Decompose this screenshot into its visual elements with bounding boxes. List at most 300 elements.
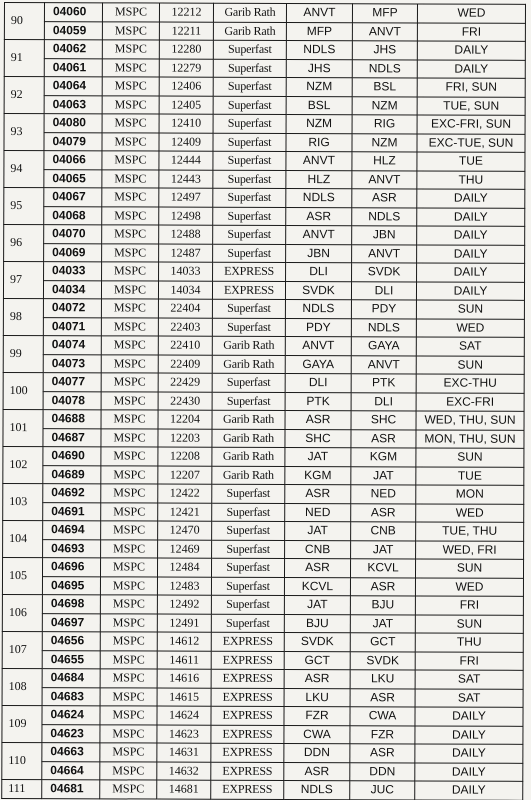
train-type-cell: EXPRESS (211, 669, 284, 688)
to-station-cell: JAT (350, 614, 415, 633)
to-station-cell: SHC (351, 411, 416, 430)
to-station-cell: ASR (352, 189, 417, 208)
train-type-cell: EXPRESS (211, 780, 284, 799)
serial-number-cell: 94 (4, 151, 44, 188)
table-row (4, 169, 525, 189)
table-row (4, 21, 525, 41)
to-station-cell: NDLS (351, 318, 416, 337)
zone-cell: MSPC (101, 484, 158, 503)
serial-number-cell: 95 (4, 188, 44, 225)
to-station-cell: ASR (351, 429, 416, 448)
to-station-cell: DLI (351, 281, 416, 300)
to-station-cell: NDLS (352, 207, 417, 226)
regular-train-no-cell: 12405 (159, 96, 213, 115)
to-station-cell: RIG (352, 115, 417, 134)
zone-cell: MSPC (102, 114, 159, 133)
days-of-run-cell: DAILY (415, 744, 523, 763)
train-type-cell: Superfast (213, 133, 286, 152)
days-of-run-cell: FRI (415, 651, 523, 670)
train-no-cell: 04683 (42, 687, 100, 706)
train-no-cell: 04077 (43, 373, 101, 392)
from-station-cell: LKU (284, 688, 350, 707)
train-no-cell: 04691 (43, 502, 101, 521)
train-no-cell: 04059 (44, 21, 102, 40)
train-type-cell: Garib Rath (212, 355, 285, 374)
zone-cell: MSPC (101, 280, 158, 299)
regular-train-no-cell: 14681 (157, 780, 211, 799)
train-no-cell: 04074 (43, 336, 101, 355)
from-station-cell: JBN (286, 244, 352, 263)
table-row (3, 520, 524, 540)
zone-cell: MSPC (102, 40, 159, 59)
table-row (2, 779, 523, 799)
serial-number-cell: 102 (3, 446, 43, 483)
train-no-cell: 04623 (42, 724, 100, 743)
from-station-cell: GAYA (285, 355, 351, 374)
train-type-cell: Superfast (212, 373, 285, 392)
days-of-run-cell: MON, THU, SUN (416, 429, 524, 448)
zone-cell: MSPC (100, 576, 157, 595)
days-of-run-cell: TUE (416, 466, 524, 485)
train-no-cell: 04071 (43, 317, 101, 336)
regular-train-no-cell: 14616 (157, 669, 211, 688)
from-station-cell: ANVT (286, 151, 352, 170)
zone-cell: MSPC (101, 299, 158, 318)
from-station-cell: FZR (284, 706, 350, 725)
table-row (3, 372, 524, 392)
train-no-cell: 04694 (43, 521, 101, 540)
regular-train-no-cell: 12483 (157, 577, 211, 596)
train-no-cell: 04696 (42, 558, 100, 577)
train-type-cell: Superfast (211, 595, 284, 614)
zone-cell: MSPC (102, 243, 159, 262)
from-station-cell: MFP (286, 22, 352, 41)
train-no-cell: 04064 (44, 77, 102, 96)
from-station-cell: JAT (285, 447, 351, 466)
days-of-run-cell: DAILY (415, 762, 523, 781)
regular-train-no-cell: 12422 (158, 484, 212, 503)
regular-train-no-cell: 12212 (159, 3, 213, 22)
regular-train-no-cell: 22410 (158, 336, 212, 355)
zone-cell: MSPC (101, 465, 158, 484)
train-type-cell: Superfast (212, 484, 285, 503)
train-no-cell: 04624 (42, 706, 100, 725)
from-station-cell: GCT (284, 651, 350, 670)
from-station-cell: SHC (285, 429, 351, 448)
to-station-cell: ASR (350, 577, 415, 596)
train-type-cell: Superfast (212, 318, 285, 337)
days-of-run-cell: THU (417, 170, 525, 189)
days-of-run-cell: DAILY (417, 41, 525, 60)
days-of-run-cell: SAT (415, 670, 523, 689)
table-row (4, 206, 525, 226)
zone-cell: MSPC (100, 669, 157, 688)
train-type-cell: Superfast (212, 540, 285, 559)
zone-cell: MSPC (102, 3, 159, 22)
regular-train-no-cell: 12211 (159, 22, 213, 41)
train-no-cell: 04697 (42, 613, 100, 632)
from-station-cell: JHS (286, 59, 352, 78)
train-no-cell: 04687 (43, 428, 101, 447)
train-type-cell: Superfast (213, 77, 286, 96)
train-type-cell: EXPRESS (211, 762, 284, 781)
zone-cell: MSPC (101, 317, 158, 336)
from-station-cell: NZM (286, 77, 352, 96)
to-station-cell: CNB (351, 522, 416, 541)
from-station-cell: KCVL (284, 577, 350, 596)
serial-number-cell: 110 (2, 742, 42, 779)
table-row (3, 391, 524, 411)
train-type-cell: Superfast (213, 188, 286, 207)
from-station-cell: JAT (284, 595, 350, 614)
to-station-cell: PTK (351, 374, 416, 393)
train-type-cell: Garib Rath (212, 429, 285, 448)
train-no-cell: 04693 (43, 539, 101, 558)
from-station-cell: NDLS (284, 780, 350, 799)
train-type-cell: Superfast (212, 521, 285, 540)
train-no-cell: 04695 (42, 576, 100, 595)
regular-train-no-cell: 12497 (159, 188, 213, 207)
regular-train-no-cell: 12204 (158, 410, 212, 429)
regular-train-no-cell: 14632 (157, 762, 211, 781)
to-station-cell: JBN (352, 226, 417, 245)
train-type-cell: Garib Rath (213, 3, 286, 22)
zone-cell: MSPC (101, 502, 158, 521)
train-no-cell: 04034 (43, 280, 101, 299)
to-station-cell: LKU (350, 670, 415, 689)
from-station-cell: ASR (284, 762, 350, 781)
from-station-cell: NDLS (285, 299, 351, 318)
from-station-cell: DLI (285, 373, 351, 392)
train-no-cell: 04070 (44, 225, 102, 244)
table-row (2, 668, 523, 688)
table-row (2, 631, 523, 651)
to-station-cell: NZM (352, 133, 417, 152)
to-station-cell: JAT (351, 466, 416, 485)
regular-train-no-cell: 12484 (157, 558, 211, 577)
train-no-cell: 04698 (42, 595, 100, 614)
train-type-cell: Garib Rath (213, 22, 286, 41)
train-no-cell: 04073 (43, 354, 101, 373)
to-station-cell: DLI (351, 392, 416, 411)
serial-number-cell: 107 (2, 631, 42, 668)
train-no-cell: 04689 (43, 465, 101, 484)
zone-cell: MSPC (101, 447, 158, 466)
regular-train-no-cell: 12469 (158, 540, 212, 559)
table-row (4, 77, 525, 97)
from-station-cell: ASR (284, 669, 350, 688)
table-row (4, 225, 525, 245)
zone-cell: MSPC (100, 595, 157, 614)
to-station-cell: PDY (351, 300, 416, 319)
train-type-cell: Superfast (213, 114, 286, 133)
train-no-cell: 04080 (44, 114, 102, 133)
to-station-cell: HLZ (352, 152, 417, 171)
train-type-cell: EXPRESS (211, 706, 284, 725)
from-station-cell: CNB (285, 540, 351, 559)
serial-number-cell: 90 (4, 3, 44, 40)
regular-train-no-cell: 12203 (158, 429, 212, 448)
table-row (4, 3, 525, 23)
zone-cell: MSPC (102, 151, 159, 170)
regular-train-no-cell: 14623 (157, 725, 211, 744)
zone-cell: MSPC (101, 354, 158, 373)
from-station-cell: SVDK (285, 281, 351, 300)
regular-train-no-cell: 14624 (157, 706, 211, 725)
to-station-cell: ASR (351, 503, 416, 522)
table-row (3, 298, 524, 318)
days-of-run-cell: THU (415, 633, 523, 652)
to-station-cell: FZR (350, 725, 415, 744)
zone-cell: MSPC (102, 225, 159, 244)
days-of-run-cell: EXC-FRI, SUN (417, 115, 525, 134)
train-type-cell: Superfast (213, 96, 286, 115)
days-of-run-cell: FRI, SUN (417, 78, 525, 97)
zone-cell: MSPC (102, 21, 159, 40)
to-station-cell: KGM (351, 448, 416, 467)
regular-train-no-cell: 14612 (157, 632, 211, 651)
train-type-cell: EXPRESS (211, 651, 284, 670)
days-of-run-cell: SUN (416, 448, 524, 467)
to-station-cell: SVDK (350, 651, 415, 670)
days-of-run-cell: DAILY (415, 707, 523, 726)
to-station-cell: NZM (352, 96, 417, 115)
days-of-run-cell: SUN (416, 355, 524, 374)
train-type-cell: Superfast (212, 503, 285, 522)
to-station-cell: CWA (350, 707, 415, 726)
special-trains-table (1, 2, 526, 800)
table-row (4, 188, 525, 208)
to-station-cell: GCT (350, 633, 415, 652)
zone-cell: MSPC (102, 169, 159, 188)
from-station-cell: HLZ (286, 170, 352, 189)
train-no-cell: 04684 (42, 669, 100, 688)
regular-train-no-cell: 12410 (159, 114, 213, 133)
days-of-run-cell: DAILY (417, 263, 525, 282)
days-of-run-cell: DAILY (417, 244, 525, 263)
to-station-cell: NDLS (352, 59, 417, 78)
serial-number-cell: 106 (2, 594, 42, 631)
days-of-run-cell: SUN (415, 559, 523, 578)
days-of-run-cell: TUE, THU (416, 522, 524, 541)
days-of-run-cell: SAT (416, 337, 524, 356)
train-type-cell: Superfast (211, 577, 284, 596)
train-type-cell: Superfast (213, 59, 286, 78)
train-no-cell: 04060 (44, 3, 102, 22)
from-station-cell: ASR (285, 410, 351, 429)
to-station-cell: ASR (350, 688, 415, 707)
table-row (3, 317, 524, 337)
train-type-cell: Superfast (213, 225, 286, 244)
zone-cell: MSPC (102, 132, 159, 151)
train-no-cell: 04068 (44, 206, 102, 225)
table-row (3, 483, 524, 503)
regular-train-no-cell: 12488 (159, 225, 213, 244)
table-row (4, 114, 525, 134)
days-of-run-cell: SAT (415, 688, 523, 707)
zone-cell: MSPC (101, 391, 158, 410)
zone-cell: MSPC (100, 558, 157, 577)
train-no-cell: 04062 (44, 40, 102, 59)
table-row (3, 354, 524, 374)
days-of-run-cell: WED (417, 4, 525, 23)
from-station-cell: DLI (286, 262, 352, 281)
days-of-run-cell: EXC-TUE, SUN (417, 133, 525, 152)
to-station-cell: GAYA (351, 337, 416, 356)
from-station-cell: PDY (285, 318, 351, 337)
serial-number-cell: 103 (3, 483, 43, 520)
zone-cell: MSPC (102, 206, 159, 225)
train-no-cell: 04063 (44, 95, 102, 114)
train-no-cell: 04656 (42, 632, 100, 651)
zone-cell: MSPC (100, 761, 157, 780)
table-row (3, 465, 524, 485)
train-type-cell: Superfast (212, 299, 285, 318)
regular-train-no-cell: 14034 (158, 281, 212, 300)
train-no-cell: 04067 (44, 188, 102, 207)
table-row (3, 335, 524, 355)
table-row (2, 705, 523, 725)
days-of-run-cell: FRI (415, 596, 523, 615)
zone-cell: MSPC (100, 780, 157, 799)
serial-number-cell: 93 (4, 114, 44, 151)
days-of-run-cell: WED (416, 318, 524, 337)
days-of-run-cell: MON (416, 485, 524, 504)
train-type-cell: Superfast (213, 170, 286, 189)
from-station-cell: CWA (284, 725, 350, 744)
zone-cell: MSPC (101, 410, 158, 429)
days-of-run-cell: EXC-THU (416, 374, 524, 393)
days-of-run-cell: WED (416, 503, 524, 522)
from-station-cell: NDLS (286, 40, 352, 59)
to-station-cell: MFP (352, 4, 417, 23)
to-station-cell: JUC (350, 781, 415, 800)
from-station-cell: RIG (286, 133, 352, 152)
zone-cell: MSPC (100, 632, 157, 651)
days-of-run-cell: TUE (417, 152, 525, 171)
train-type-cell: Garib Rath (212, 466, 285, 485)
table-row (4, 58, 525, 78)
train-no-cell: 04033 (44, 262, 102, 281)
from-station-cell: NED (285, 503, 351, 522)
table-row (2, 742, 523, 762)
train-type-cell: EXPRESS (213, 262, 286, 281)
to-station-cell: JHS (352, 41, 417, 60)
serial-number-cell: 91 (4, 40, 44, 77)
zone-cell: MSPC (101, 428, 158, 447)
train-no-cell: 04066 (44, 151, 102, 170)
serial-number-cell: 108 (2, 668, 42, 705)
table-row (3, 280, 524, 300)
zone-cell: MSPC (102, 77, 159, 96)
zone-cell: MSPC (100, 650, 157, 669)
table-row (4, 151, 525, 171)
train-type-cell: Superfast (213, 207, 286, 226)
days-of-run-cell: DAILY (417, 189, 525, 208)
from-station-cell: ANVT (286, 225, 352, 244)
regular-train-no-cell: 12279 (159, 59, 213, 78)
table-row (2, 613, 523, 633)
table-row (3, 446, 524, 466)
table-row (4, 243, 525, 263)
train-type-cell: EXPRESS (211, 632, 284, 651)
train-type-cell: EXPRESS (211, 688, 284, 707)
train-type-cell: Superfast (211, 558, 284, 577)
train-type-cell: EXPRESS (211, 743, 284, 762)
train-no-cell: 04079 (44, 132, 102, 151)
to-station-cell: SVDK (352, 263, 417, 282)
serial-number-cell: 111 (2, 779, 42, 798)
table-row (3, 502, 524, 522)
serial-number-cell: 105 (2, 557, 42, 594)
serial-number-cell: 98 (3, 298, 43, 335)
document-page (1, 2, 525, 797)
train-type-cell: Superfast (213, 40, 286, 59)
from-station-cell: ASR (284, 558, 350, 577)
zone-cell: MSPC (101, 521, 158, 540)
zone-cell: MSPC (101, 539, 158, 558)
to-station-cell: JAT (351, 540, 416, 559)
zone-cell: MSPC (100, 743, 157, 762)
regular-train-no-cell: 14615 (157, 688, 211, 707)
regular-train-no-cell: 22403 (158, 318, 212, 337)
days-of-run-cell: SUN (416, 300, 524, 319)
regular-train-no-cell: 22429 (158, 373, 212, 392)
zone-cell: MSPC (101, 373, 158, 392)
days-of-run-cell: DAILY (417, 226, 525, 245)
zone-cell: MSPC (102, 188, 159, 207)
zone-cell: MSPC (102, 58, 159, 77)
regular-train-no-cell: 14033 (159, 262, 213, 281)
regular-train-no-cell: 22409 (158, 355, 212, 374)
train-no-cell: 04692 (43, 484, 101, 503)
regular-train-no-cell: 22404 (158, 299, 212, 318)
serial-number-cell: 101 (3, 409, 43, 446)
train-no-cell: 04069 (44, 243, 102, 262)
days-of-run-cell: DAILY (417, 59, 525, 78)
regular-train-no-cell: 12492 (157, 595, 211, 614)
train-no-cell: 04078 (43, 391, 101, 410)
zone-cell: MSPC (100, 687, 157, 706)
regular-train-no-cell: 12444 (159, 151, 213, 170)
from-station-cell: ANVT (285, 336, 351, 355)
table-row (2, 576, 523, 596)
from-station-cell: BJU (284, 614, 350, 633)
to-station-cell: DDN (350, 762, 415, 781)
days-of-run-cell: DAILY (417, 207, 525, 226)
to-station-cell: BSL (352, 78, 417, 97)
regular-train-no-cell: 12421 (158, 503, 212, 522)
zone-cell: MSPC (100, 613, 157, 632)
to-station-cell: ANVT (352, 22, 417, 41)
regular-train-no-cell: 14631 (157, 743, 211, 762)
serial-number-cell: 99 (3, 335, 43, 372)
table-row (2, 761, 523, 781)
from-station-cell: ANVT (286, 3, 352, 22)
train-type-cell: Garib Rath (212, 336, 285, 355)
serial-number-cell: 100 (3, 372, 43, 409)
regular-train-no-cell: 12443 (159, 170, 213, 189)
days-of-run-cell: WED, FRI (416, 540, 524, 559)
to-station-cell: ANVT (351, 355, 416, 374)
regular-train-no-cell: 12208 (158, 447, 212, 466)
train-type-cell: EXPRESS (212, 281, 285, 300)
train-no-cell: 04681 (42, 780, 100, 799)
days-of-run-cell: WED (415, 577, 523, 596)
regular-train-no-cell: 12498 (159, 207, 213, 226)
regular-train-no-cell: 12409 (159, 133, 213, 152)
train-type-cell: Superfast (212, 392, 285, 411)
